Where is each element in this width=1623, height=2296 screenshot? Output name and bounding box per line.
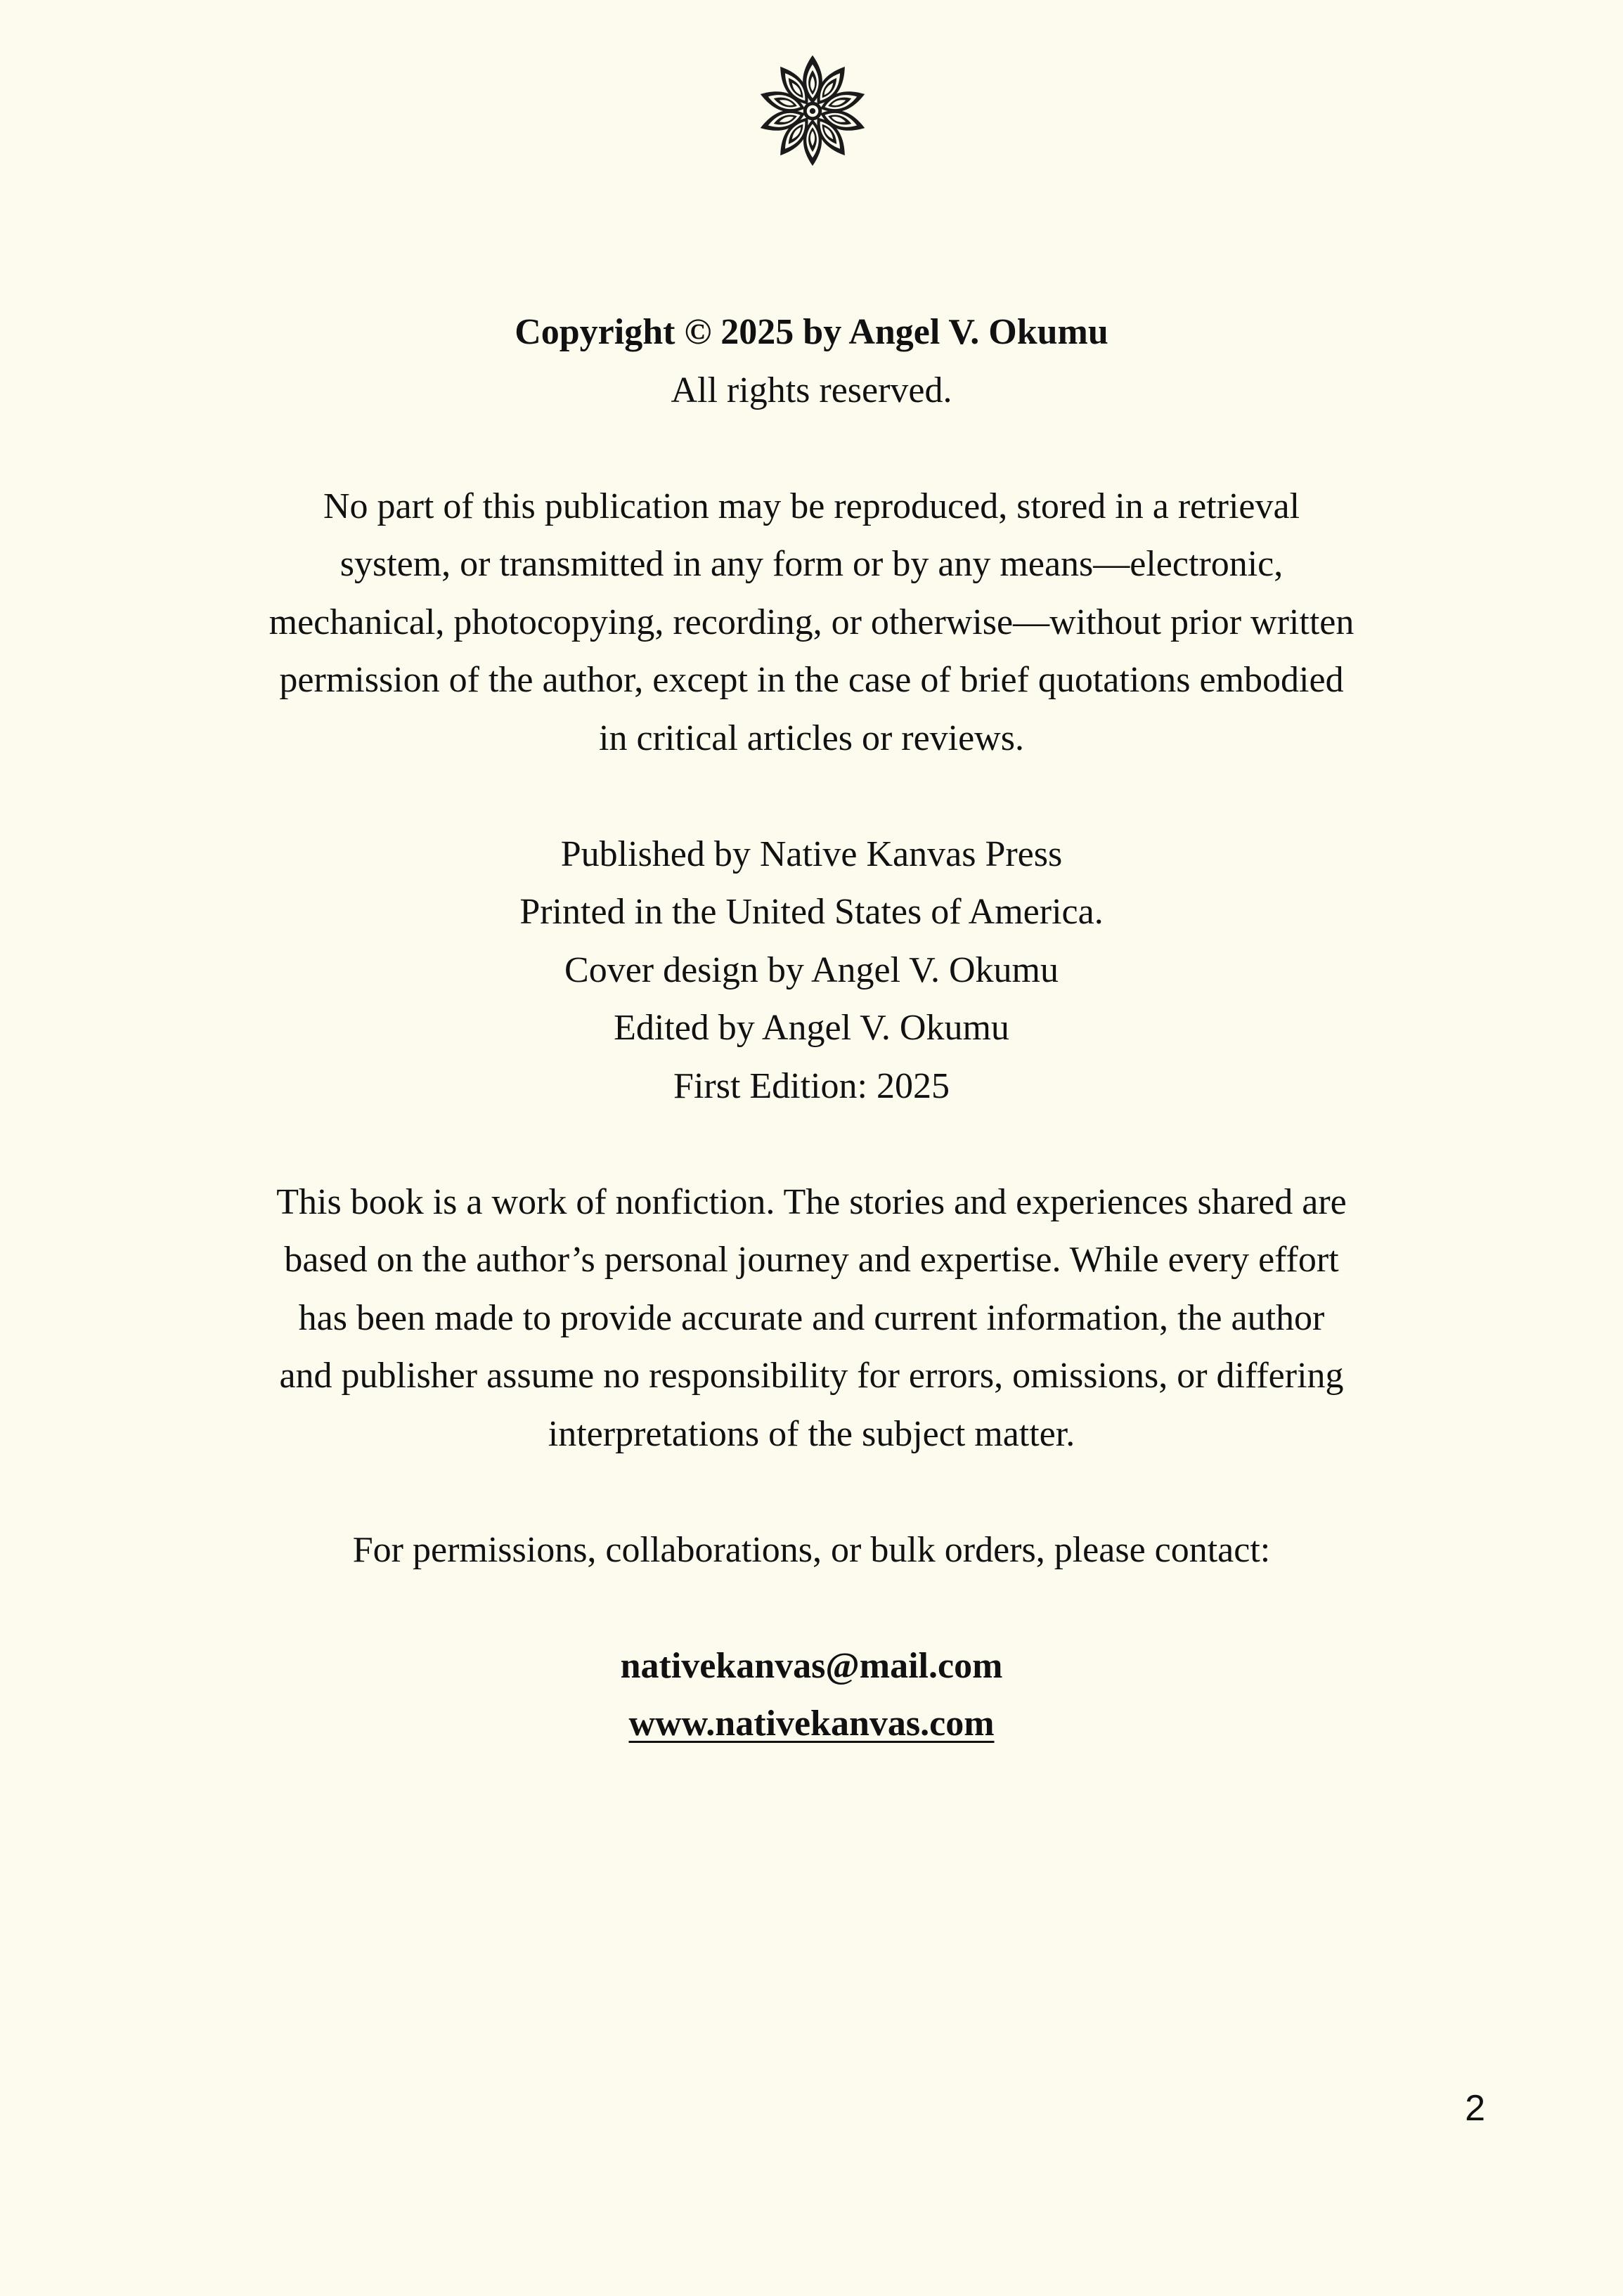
- spacer: [141, 1463, 1482, 1522]
- notice-line: permission of the author, except in the case of brief quotations embodied: [279, 660, 1344, 700]
- website-link[interactable]: www.nativekanvas.com: [628, 1704, 995, 1744]
- mandala-flower-icon: [754, 53, 871, 169]
- publisher-line: Published by Native Kanvas Press: [560, 834, 1063, 874]
- cover-design-line: Cover design by Angel V. Okumu: [564, 949, 1059, 990]
- contact-prompt: For permissions, collaborations, or bulk orders, please contact:: [352, 1529, 1271, 1570]
- page-number: 2: [1465, 2088, 1485, 2129]
- copyright-heading: Copyright © 2025 by Angel V. Okumu: [515, 312, 1108, 352]
- spacer: [141, 1579, 1482, 1637]
- spacer: [141, 1115, 1482, 1174]
- notice-line: in critical articles or reviews.: [599, 718, 1024, 758]
- rights-reserved: All rights reserved.: [671, 370, 952, 410]
- spacer: [141, 420, 1482, 478]
- printed-line: Printed in the United States of America.: [519, 892, 1104, 932]
- spacer: [141, 767, 1482, 826]
- copyright-page-body: [141, 304, 1482, 1753]
- disclaimer-line: based on the author’s personal journey and expertise. While every effort: [284, 1240, 1339, 1280]
- disclaimer-line: and publisher assume no responsibility for errors, omissions, or differing: [279, 1356, 1344, 1396]
- disclaimer-line: This book is a work of nonfiction. The stories and experiences shared are: [276, 1181, 1347, 1222]
- disclaimer-line: interpretations of the subject matter.: [548, 1413, 1075, 1454]
- edition-line: First Edition: 2025: [673, 1065, 950, 1106]
- contact-email[interactable]: nativekanvas@mail.com: [620, 1645, 1003, 1686]
- notice-line: system, or transmitted in any form or by any means—electronic,: [340, 544, 1283, 584]
- notice-line: mechanical, photocopying, recording, or otherwise—without prior written: [269, 602, 1354, 642]
- edited-by-line: Edited by Angel V. Okumu: [614, 1008, 1009, 1048]
- notice-line: No part of this publication may be reproduced, stored in a retrieval: [323, 486, 1300, 526]
- disclaimer-line: has been made to provide accurate and current information, the author: [298, 1297, 1325, 1338]
